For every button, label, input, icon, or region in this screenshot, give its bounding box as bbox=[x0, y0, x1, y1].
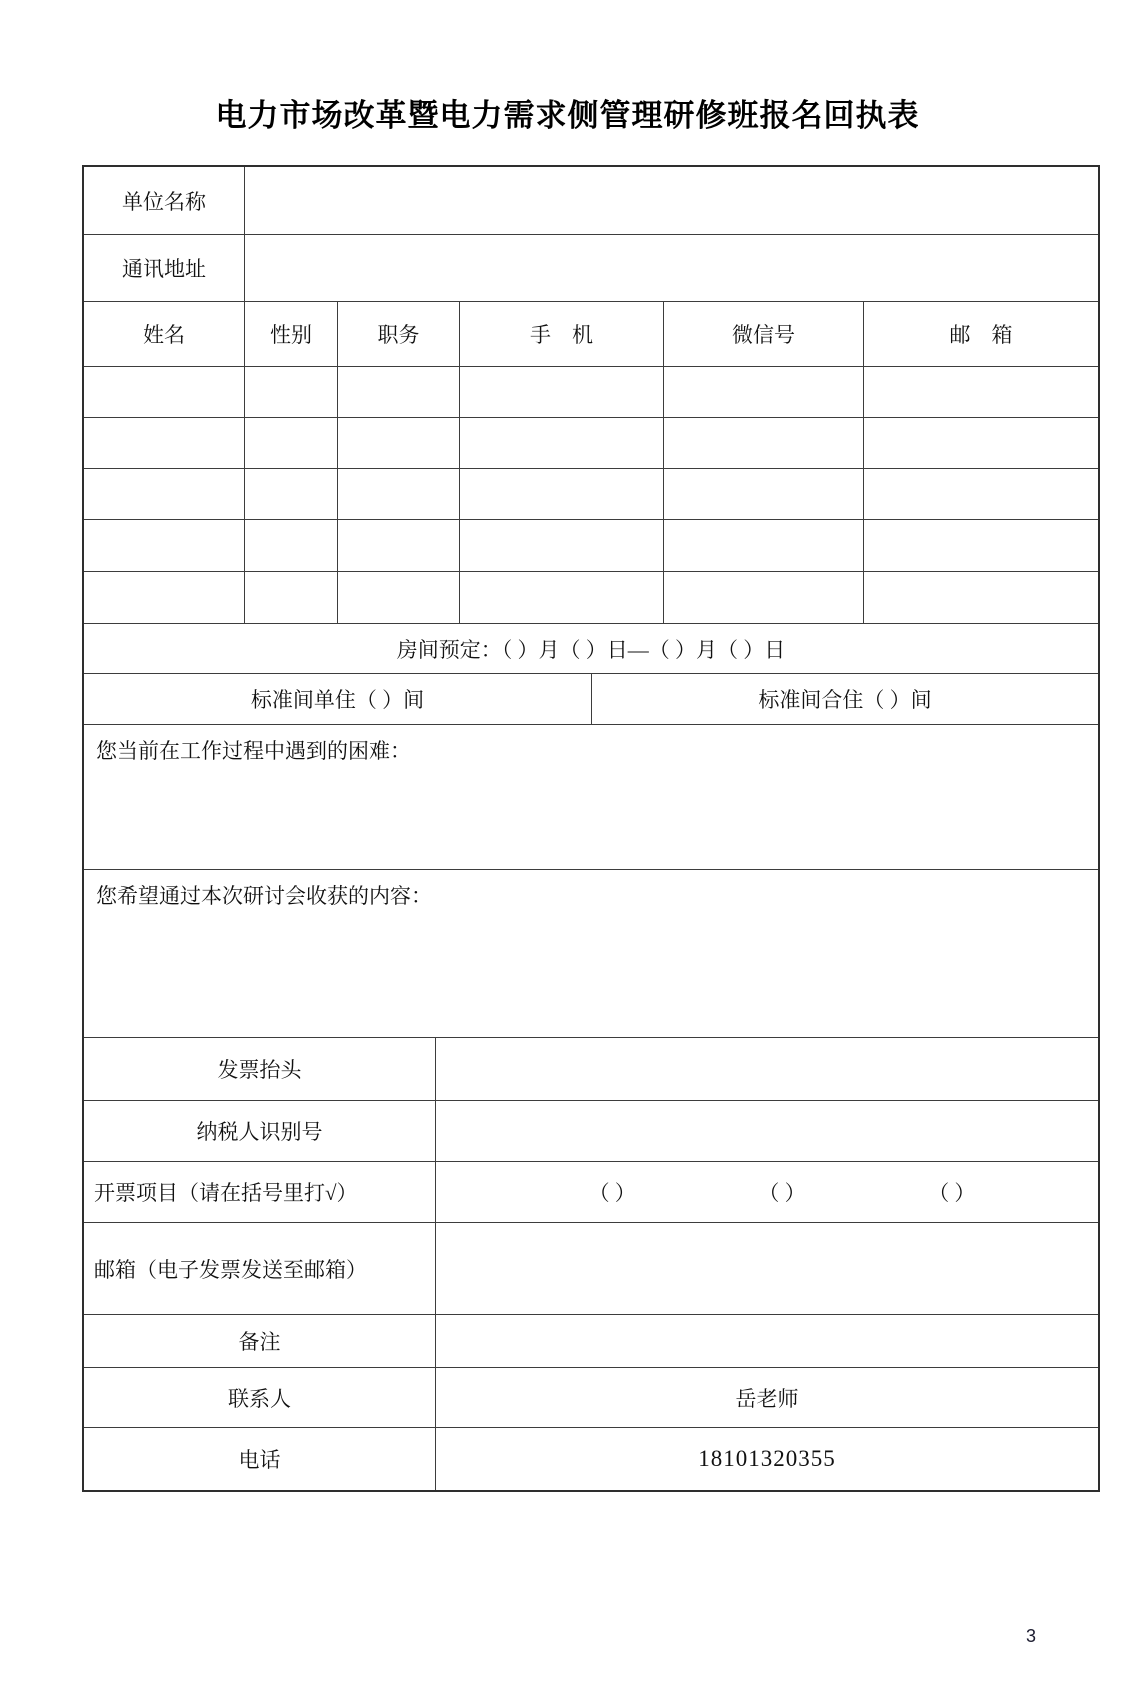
attendee-row bbox=[84, 469, 1098, 520]
attendee-email-cell[interactable] bbox=[864, 572, 1098, 623]
attendee-wechat-cell[interactable] bbox=[664, 572, 864, 623]
attendee-email-cell[interactable] bbox=[864, 367, 1098, 417]
attendee-email-cell[interactable] bbox=[864, 469, 1098, 519]
difficulties-cell[interactable]: 您当前在工作过程中遇到的困难： bbox=[96, 739, 411, 763]
invoice-item-label: 开票项目（请在括号里打√） bbox=[84, 1162, 436, 1222]
attendee-wechat-cell[interactable] bbox=[664, 520, 864, 571]
page-title: 电力市场改革暨电力需求侧管理研修班报名回执表 bbox=[215, 98, 920, 133]
phone-label: 电话 bbox=[84, 1428, 436, 1490]
difficulties-row bbox=[84, 725, 1098, 870]
room-booking-cell[interactable]: 房间预定：（ ）月（ ）日—（ ）月（ ）日 bbox=[396, 637, 786, 662]
invoice-email-input-cell[interactable] bbox=[436, 1223, 1098, 1314]
phone-row bbox=[84, 1428, 1098, 1490]
attendee-wechat-cell[interactable] bbox=[664, 367, 864, 417]
attendee-name-cell[interactable] bbox=[84, 469, 245, 519]
attendee-row bbox=[84, 418, 1098, 469]
attendee-wechat-cell[interactable] bbox=[664, 418, 864, 468]
attendee-name-cell[interactable] bbox=[84, 520, 245, 571]
attendee-gender-cell[interactable] bbox=[245, 418, 338, 468]
attendee-row bbox=[84, 367, 1098, 418]
room-single-cell[interactable]: 标准间单住（ ）间 bbox=[84, 674, 592, 724]
invoice-email-row bbox=[84, 1223, 1098, 1315]
unit-name-input-cell[interactable] bbox=[245, 167, 1098, 234]
invoice-item-row bbox=[84, 1162, 1098, 1223]
header-mobile: 手 机 bbox=[460, 302, 664, 366]
room-booking-row bbox=[84, 624, 1098, 674]
registration-form-table bbox=[82, 165, 1100, 1492]
invoice-item-options-cell bbox=[436, 1162, 1098, 1222]
expectations-row bbox=[84, 870, 1098, 1038]
attendee-gender-cell[interactable] bbox=[245, 520, 338, 571]
invoice-title-label: 发票抬头 bbox=[84, 1038, 436, 1100]
attendee-mobile-cell[interactable] bbox=[460, 469, 664, 519]
attendee-gender-cell[interactable] bbox=[245, 572, 338, 623]
invoice-option-checkbox[interactable]: （ ） bbox=[928, 1181, 976, 1205]
invoice-title-input-cell[interactable] bbox=[436, 1038, 1098, 1100]
attendee-mobile-cell[interactable] bbox=[460, 418, 664, 468]
address-row bbox=[84, 235, 1098, 302]
attendee-gender-cell[interactable] bbox=[245, 367, 338, 417]
attendee-position-cell[interactable] bbox=[338, 418, 460, 468]
attendee-name-cell[interactable] bbox=[84, 367, 245, 417]
attendee-gender-cell[interactable] bbox=[245, 469, 338, 519]
attendee-header-row bbox=[84, 302, 1098, 367]
unit-name-row bbox=[84, 167, 1098, 235]
taxpayer-id-input-cell[interactable] bbox=[436, 1101, 1098, 1161]
header-gender: 性别 bbox=[245, 302, 338, 366]
room-type-row bbox=[84, 674, 1098, 725]
address-input-cell[interactable] bbox=[245, 235, 1098, 301]
page-number: 3 bbox=[1026, 1626, 1037, 1646]
attendee-email-cell[interactable] bbox=[864, 418, 1098, 468]
expectations-cell[interactable]: 您希望通过本次研讨会收获的内容： bbox=[96, 884, 432, 908]
taxpayer-id-row bbox=[84, 1101, 1098, 1162]
address-label: 通讯地址 bbox=[84, 235, 245, 301]
contact-value: 岳老师 bbox=[735, 1386, 799, 1411]
attendee-position-cell[interactable] bbox=[338, 367, 460, 417]
attendee-position-cell[interactable] bbox=[338, 572, 460, 623]
invoice-title-row bbox=[84, 1038, 1098, 1101]
remarks-input-cell[interactable] bbox=[436, 1315, 1098, 1367]
header-name: 姓名 bbox=[84, 302, 245, 366]
remarks-row bbox=[84, 1315, 1098, 1368]
unit-name-label: 单位名称 bbox=[84, 167, 245, 234]
attendee-mobile-cell[interactable] bbox=[460, 572, 664, 623]
invoice-email-label: 邮箱（电子发票发送至邮箱） bbox=[84, 1223, 436, 1314]
invoice-option-checkbox[interactable]: （ ） bbox=[758, 1181, 806, 1205]
attendee-name-cell[interactable] bbox=[84, 418, 245, 468]
room-shared-cell[interactable]: 标准间合住（ ）间 bbox=[758, 688, 932, 712]
attendee-row bbox=[84, 520, 1098, 572]
header-wechat: 微信号 bbox=[664, 302, 864, 366]
attendee-position-cell[interactable] bbox=[338, 520, 460, 571]
attendee-position-cell[interactable] bbox=[338, 469, 460, 519]
attendee-mobile-cell[interactable] bbox=[460, 520, 664, 571]
phone-value: 18101320355 bbox=[698, 1446, 836, 1471]
attendee-mobile-cell[interactable] bbox=[460, 367, 664, 417]
attendee-row bbox=[84, 572, 1098, 624]
header-position: 职务 bbox=[338, 302, 460, 366]
attendee-wechat-cell[interactable] bbox=[664, 469, 864, 519]
contact-row bbox=[84, 1368, 1098, 1428]
taxpayer-id-label: 纳税人识别号 bbox=[84, 1101, 436, 1161]
invoice-option-checkbox[interactable]: （ ） bbox=[588, 1181, 636, 1205]
header-email: 邮 箱 bbox=[949, 323, 1013, 347]
attendee-email-cell[interactable] bbox=[864, 520, 1098, 571]
remarks-label: 备注 bbox=[84, 1315, 436, 1367]
contact-label: 联系人 bbox=[84, 1368, 436, 1427]
attendee-name-cell[interactable] bbox=[84, 572, 245, 623]
